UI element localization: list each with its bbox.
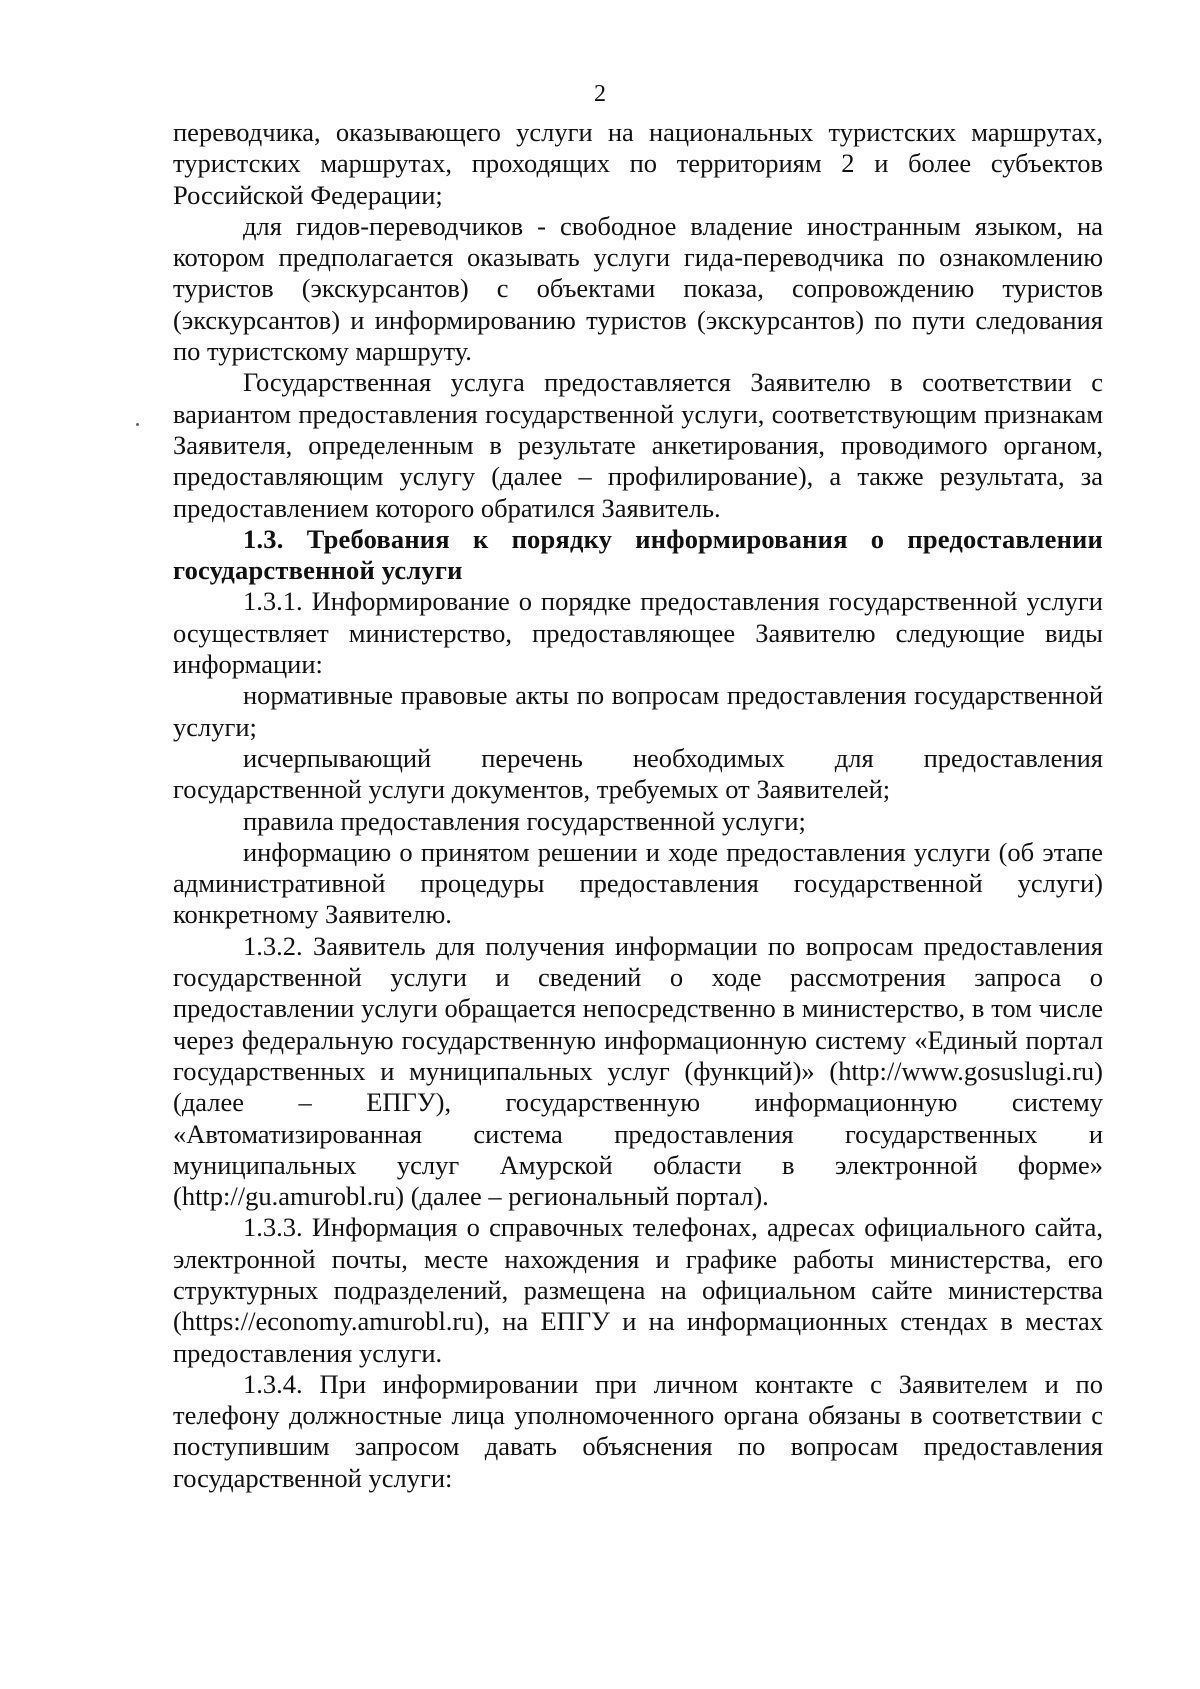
list-item-normative-acts: нормативные правовые акты по вопросам предоставления государственной услуги; [173,680,1103,742]
list-item-documents-list: исчерпывающий перечень необходимых для предоставления государственной услуги документов, требуемых от Заявителей; [173,742,1103,805]
scan-speck [136,423,139,426]
section-heading-1-3: 1.3. Требования к порядку информирования о предоставлении государственной услуги [173,523,1103,586]
paragraph-continuation: переводчика, оказывающего услуги на национальных туристских маршрутах, туристских маршрутах, проходящих по территориям 2 и более субъектов Российской Федерации; [173,117,1103,210]
list-item-decision-info: информацию о принятом решении и ходе предоставления услуги (об этапе административной процедуры предоставления государственной услуги) конкретному Заявителю. [173,836,1103,930]
paragraph-guide-translators: для гидов-переводчиков - свободное владение иностранным языком, на котором предполагается оказывать услуги гида-переводчика по ознакомлению туристов (экскурсантов) с объектами показа, сопровождению туристов (экскурсантов) и информированию туристов (экскурсантов) по пути следования по туристскому маршруту. [173,210,1103,367]
list-item-rules: правила предоставления государственной услуги; [243,805,806,836]
page-number: 2 [594,81,606,107]
paragraph-1-3-1: 1.3.1. Информирование о порядке предоставления государственной услуги осуществляет министерство, предоставляющее Заявителю следующие виды информации: [173,586,1103,680]
paragraph-1-3-3: 1.3.3. Информация о справочных телефонах, адресах официального сайта, электронной почты, месте нахождения и графике работы министерства, его структурных подразделений, размещена на официальном сайте министерства (https://economy.amurobl.ru), на ЕПГУ и на информационных стендах в местах предоставления услуги. [173,1212,1103,1368]
paragraph-1-3-2: 1.3.2. Заявитель для получения информации по вопросам предоставления государственной услуги и сведений о ходе рассмотрения запроса о предоставлении услуги обращается непосредственно в министерство, в том числе через федеральную государственную информационную систему «Единый портал государственных и муниципальных услуг (функций)» (http://www.gosuslugi.ru) (далее – ЕПГУ), государственную информационную систему «Автоматизированная система предоставления государственных и муниципальных услуг Амурской области в электронной форме» (http://gu.amurobl.ru) (далее – региональный портал). [173,930,1103,1212]
document-body [173,117,1103,1494]
paragraph-1-3-4: 1.3.4. При информировании при личном контакте с Заявителем и по телефону должностные лица уполномоченного органа обязаны в соответствии с поступившим запросом давать объяснения по вопросам предоставления государственной услуги: [173,1368,1103,1493]
paragraph-service-provision: Государственная услуга предоставляется Заявителю в соответствии с вариантом предоставления государственной услуги, соответствующим признакам Заявителя, определенным в результате анкетирования, проводимого органом, предоставляющим услугу (далее – профилирование), а также результата, за предоставлением которого обратился Заявитель. [173,367,1103,523]
